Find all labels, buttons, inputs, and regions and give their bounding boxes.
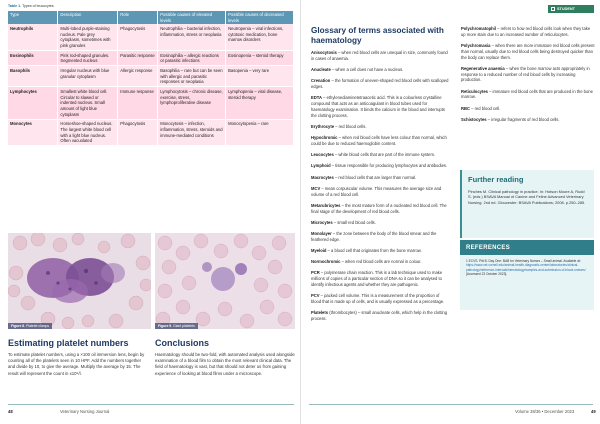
cell-decreased: Eosinopenia – steroid therapy <box>226 51 294 66</box>
figure-giant-platelets <box>155 233 295 329</box>
page-number: 48 <box>8 409 13 414</box>
glossary-title: Glossary of terms associated with haematology <box>311 26 444 45</box>
glossary-term: Regenerative anaemia <box>461 65 505 71</box>
cell-decreased: Monocytopenia – rare <box>226 119 294 146</box>
cell-decreased: Basopenia – very rare <box>226 66 294 87</box>
cell-role: Parasitic response <box>118 51 158 66</box>
glossary-entry <box>311 310 449 322</box>
footer-rule <box>8 404 294 405</box>
header-description: Description <box>58 11 118 24</box>
table-caption: Table 1. Types of leucocytes <box>8 4 54 8</box>
glossary-term: Erythrocyte <box>311 123 335 129</box>
glossary-entry <box>311 163 449 169</box>
glossary-entry <box>311 231 449 243</box>
glossary-column-1 <box>311 50 449 327</box>
glossary-term: Reticulocytes <box>461 88 488 94</box>
glossary-entry <box>311 186 449 198</box>
glossary-definition: – the formation of uneven-shaped red blood cells with scalloped edges. <box>311 78 449 90</box>
glossary-term: Anucleate <box>311 67 331 73</box>
glossary-entry <box>461 43 595 60</box>
table-row <box>8 66 294 87</box>
header-decreased: Possible causes of decreased levels <box>226 11 294 24</box>
glossary-entry <box>311 259 449 265</box>
glossary-term: Schistocytes <box>461 116 487 122</box>
glossary-definition: – red blood cell. <box>469 105 501 111</box>
further-reading-text: Pinches M. Clinical pathology in practice. In: Hotson Moore A, Rudd S. (eds.) BSAVA Manual of Canine and Feline Advanced Veterinary Nursing. 2nd ed. Gloucester: BSAVA Publications; 2008. p.250–285. <box>468 189 586 205</box>
square-icon <box>551 7 555 11</box>
glossary-entry <box>461 66 595 83</box>
table-header-row <box>8 11 294 24</box>
cell-type: Basophils <box>8 66 58 87</box>
cell-description: Irregular nucleus with blue granular cytoplasm <box>58 66 118 87</box>
glossary-definition: – a blood cell that originates from the bone marrow. <box>326 247 422 253</box>
glossary-definition: – when red blood cells have less colour than normal, which could be due to reduced haemoglobin content. <box>311 135 447 146</box>
glossary-term: Microcytes <box>311 219 333 225</box>
further-reading-box <box>460 170 594 238</box>
cell-role: Phagocytosis <box>118 24 158 50</box>
glossary-definition: – tissue responsible for producing lymphocytes and antibodies. <box>330 163 448 169</box>
glossary-definition: – polymerase chain reaction. This is a lab technique used to make millions of copies of a particular section of DNA so it can be analysed to identify infectious agents and whether they are pathogenic. <box>311 270 443 287</box>
glossary-term: RBC <box>461 105 470 111</box>
glossary-term: PCV <box>311 293 320 299</box>
glossary-definition: – white blood cells that are part of the immune system. <box>333 152 436 158</box>
cell-elevated: Eosinophilia – allergic reactions or parasitic infections <box>158 51 226 66</box>
glossary-entry <box>311 78 449 90</box>
references-body: 1 ECVS. Pitt B. Day One: BAB for Veterinary Nurses – Small animal. Available at: https://www.vet.cornell.edu/animal-health-diagnostic-center/laboratories/clinical-pathology/reference-intervals/hematology/samples-and-submission-of-blood-smears/ [Accessed 23 October 2023]. <box>460 255 594 310</box>
glossary-entry <box>311 220 449 226</box>
leucocyte-types-table <box>8 11 294 146</box>
glossary-entry <box>311 175 449 181</box>
conclusions-title: Conclusions <box>155 338 210 348</box>
glossary-definition: – small red blood cells. <box>332 219 376 225</box>
page-number: 49 <box>591 409 596 414</box>
glossary-entry <box>311 248 449 254</box>
glossary-entry <box>311 270 449 287</box>
figure-caption: Figure 8. Platelet clumps <box>8 323 52 329</box>
glossary-entry <box>311 95 449 118</box>
glossary-definition: – the most mature form of a nucleated red blood cell. The final stage of the development of red blood cells. <box>311 202 447 214</box>
glossary-entry <box>311 152 449 158</box>
table-row <box>8 24 294 50</box>
figure-caption: Figure 9. Giant platelets <box>155 323 198 329</box>
estimating-text: To estimate platelet numbers, using a ×100 oil immersion lens, begin by counting all of the platelets seen in 10 HPF. Add the numbers together and divide by 10, to give the average. Multiply the average by 15. The result will represent the count in x10⁹/l. <box>8 352 145 376</box>
table-row <box>8 87 294 119</box>
glossary-definition: – the zone between the body of the blood smear and the feathered edge. <box>311 230 437 242</box>
glossary-entry <box>311 50 449 62</box>
glossary-term: Crenation <box>311 78 331 84</box>
glossary-term: Polychromatophil <box>461 26 496 31</box>
glossary-term: PCR <box>311 270 320 276</box>
glossary-term: Hypochromic <box>311 135 338 141</box>
further-reading-title: Further reading <box>468 175 524 184</box>
glossary-definition: – when there are more immature red blood cells present than normal, usually due to red blood cells being destroyed quicker than the body can replace them. <box>461 43 595 60</box>
header-elevated: Possible causes of elevated levels <box>158 11 226 24</box>
glossary-definition: – irregular fragments of red blood cells. <box>486 116 560 122</box>
glossary-term: Monolayer <box>311 230 332 236</box>
cell-type: Lymphocytes <box>8 87 58 119</box>
glossary-definition: – ethylenediaminetetraacetic acid. This is a colourless crystalline compound that acts as an anticoagulant in blood tubes used for haematology examination. It binds the calcium in the blood and interrupts the clotting process. <box>311 95 445 118</box>
glossary-column-2 <box>461 26 595 128</box>
glossary-term: MCV <box>311 185 321 191</box>
cell-role: Phagocytosis <box>118 119 158 146</box>
glossary-definition: – immature red blood cells that are produced in the bone marrow. <box>461 88 593 100</box>
glossary-term: Leucocytes <box>311 152 334 158</box>
glossary-term: Metarubricytes <box>311 202 341 208</box>
glossary-entry <box>461 106 595 112</box>
cell-elevated: Basophilia – rare but can be seen with allergic and parasitic responses or neoplasia <box>158 66 226 87</box>
glossary-term: Lymphoid <box>311 163 331 169</box>
glossary-term: Normochromic <box>311 259 341 265</box>
estimating-title: Estimating platelet numbers <box>8 338 129 348</box>
glossary-definition: – when a cell does not have a nucleus. <box>330 67 404 73</box>
glossary-entry <box>461 26 595 38</box>
reference-link[interactable]: https://www.vet.cornell.edu/animal-health-diagnostic-center/laboratories/clinical-pathology/reference-intervals/hematology/samples-and-submission-of-blood-smears/ <box>466 263 586 272</box>
cell-role: Allergic response <box>118 66 158 87</box>
cell-elevated: Lymphocytosis – chronic disease, exercise, stress, lymphoproliferative disease <box>158 87 226 119</box>
figure-platelet-clumps <box>8 233 151 329</box>
glossary-entry <box>461 117 595 123</box>
right-page <box>300 0 600 424</box>
glossary-entry <box>311 124 449 130</box>
table-row <box>8 119 294 146</box>
cell-type: Neutrophils <box>8 24 58 50</box>
cell-type: Monocytes <box>8 119 58 146</box>
student-badge: STUDENT <box>548 5 594 13</box>
glossary-term: Macrocytes <box>311 174 334 180</box>
cell-description: Multi-lobed purple-staining nucleus. Pale grey cytoplasm, sometimes with pink granules <box>58 24 118 50</box>
glossary-term: EDTA <box>311 95 322 101</box>
cell-decreased: Neutropenia – viral infections, cytotoxic medication, bone marrow disorders <box>226 24 294 50</box>
glossary-entry <box>311 293 449 305</box>
blood-smear-image <box>8 233 151 329</box>
glossary-term: Platelets <box>311 310 329 316</box>
header-role: Role <box>118 11 158 24</box>
table-row <box>8 51 294 66</box>
glossary-definition: – red blood cells. <box>334 123 367 129</box>
glossary-definition: (thrombocytes) – small anucleate cells, which help in the clotting process. <box>311 310 448 322</box>
glossary-entry <box>311 67 449 73</box>
glossary-term: Myeloid <box>311 247 327 253</box>
footer-rule <box>309 404 593 405</box>
cell-elevated: Monocytosis – infection, inflammation, stress, steroids and immune-mediated conditions <box>158 119 226 146</box>
glossary-definition: – mean corpuscular volume. This measures the average size and volume of a red blood cell. <box>311 185 442 197</box>
glossary-entry <box>461 89 595 101</box>
blood-smear-image <box>155 233 295 329</box>
cell-decreased: Lymphopenia – viral disease, steroid therapy <box>226 87 294 119</box>
cell-description: Smallest white blood cell. Circular to slawed or indented nucleus. Small amount of light blue cytoplasm <box>58 87 118 119</box>
glossary-entry <box>311 203 449 215</box>
glossary-definition: – when red blood cells are normal in colour. <box>340 259 422 265</box>
cell-elevated: Neutrophilia – bacterial infection, inflammation, stress or neoplasia <box>158 24 226 50</box>
conclusions-text: Haematology should be two-fold, with automated analysis used alongside examination of a blood film to obtain the most relevant clinical data. The field of haematology is vast, but that should not deter us from gaining experience of looking at blood films under a microscope. <box>155 352 295 376</box>
glossary-definition: – when red blood cells are unequal in size, commonly found in cases of anaemia. <box>311 50 448 61</box>
glossary-definition: – when the bone marrow acts appropriately in response to a reduced number of red blood cells by increasing production. <box>461 65 590 83</box>
glossary-definition: – packed cell volume. This is a measurement of the proportion of blood that is made up of cells, and is usually expressed as a percentage. <box>311 293 445 304</box>
cell-type: Eosinophils <box>8 51 58 66</box>
glossary-term: Anisocytosis <box>311 50 337 55</box>
header-type: Type <box>8 11 58 24</box>
glossary-definition: – red blood cells that are larger than normal. <box>333 174 417 180</box>
glossary-entry <box>311 135 449 147</box>
cell-role: Immune response <box>118 87 158 119</box>
references-header: REFERENCES <box>460 240 594 255</box>
glossary-term: Polychromasia <box>461 43 491 49</box>
cell-description: Horseshoe-shaped nucleus. The largest white blood cell with a light blue nucleus. Often vacuolated <box>58 119 118 146</box>
glossary-definition: – refers to how red blood cells look when they take up more stain due to an increased number of reticulocytes. <box>461 26 591 37</box>
journal-name: Veterinary Nursing Journal <box>60 409 110 414</box>
cell-description: Pink rod-shaped granules. Segmented nucleus <box>58 51 118 66</box>
issue-info: Volume 38/36 • December 2023 <box>515 409 575 414</box>
